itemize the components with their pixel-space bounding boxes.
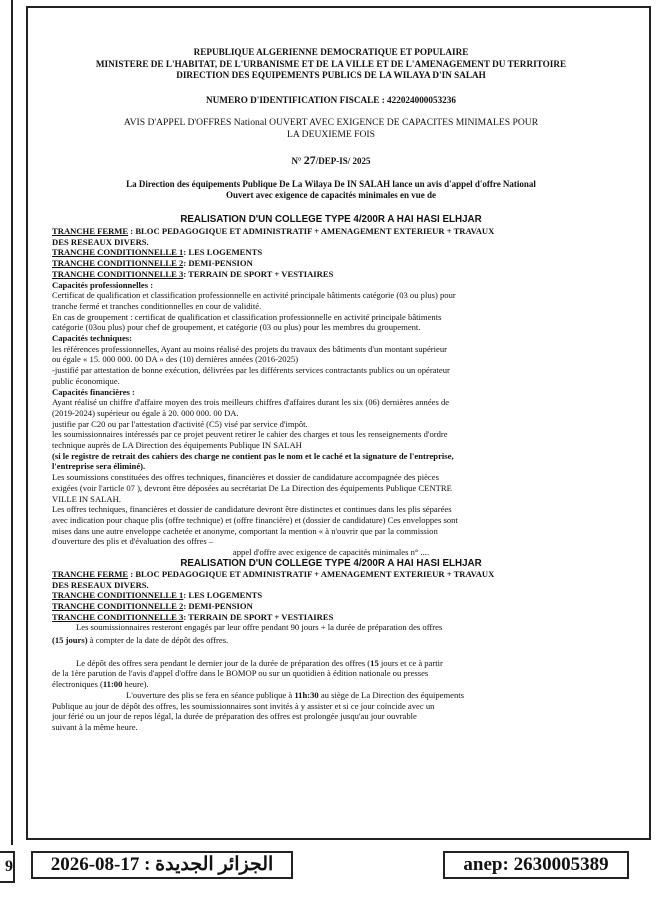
tranche-cond3-label: TRANCHE CONDITIONNELLE 3 — [52, 611, 184, 622]
tranche-cond2-label: TRANCHE CONDITIONNELLE 2 — [52, 600, 184, 611]
engagement-text: à compter de la date de dépôt des offres. — [87, 635, 229, 646]
anep-reference-box — [443, 851, 629, 879]
body-line: En cas de groupement : certificat de qualification et classification professionnelle en activité principale bâtiments — [52, 311, 442, 322]
tranche-ferme-label: TRANCHE FERME — [52, 568, 129, 579]
body-line: justifie par C20 ou par l'attestation d'activité (C5) visé par service d'impôt. — [52, 418, 308, 429]
opening-line — [52, 690, 610, 701]
deposit-text-end: jours et ce à partir — [378, 657, 443, 668]
notice-title-line1: AVIS D'APPEL D'OFFRES National OUVERT AVEC EXIGENCE DE CAPACITES MINIMALES POUR — [123, 117, 539, 128]
deposit-days: 15 — [370, 657, 379, 668]
tranche-cond1-text: : LES LOGEMENTS — [183, 590, 263, 601]
body-line: Les soumissions constituées des offres techniques, financières et dossier de candidature accompagnée des pièces — [52, 472, 439, 483]
tranche-ferme-text2: DES RESEAUX DIVERS. — [52, 236, 149, 247]
body-line: catégorie (03ou plus) pour chef de groupement, et catégorie (03 ou plus) pour les membres du groupement. — [52, 322, 421, 333]
fiscal-id: NUMERO D'IDENTIFICATION FISCALE : 422024000053236 — [206, 94, 456, 105]
header-republic: REPUBLIQUE ALGERIENNE DEMOCRATIQUE ET POPULAIRE — [193, 47, 469, 57]
engagement-line-2 — [52, 635, 610, 646]
tranches-block-1 — [52, 226, 610, 280]
body-line: les références professionnelles, Ayant au moins réalisé des projets du travaux des bâtiments d'un montant supérieur — [52, 343, 448, 354]
tranche-cond3-text: : TERRAIN DE SPORT + VESTIAIRES — [183, 611, 334, 622]
tranche-ferme-text: : BLOC PEDAGOGIQUE ET ADMINISTRATIF + AMENAGEMENT EXTERIEUR + TRAVAUX — [128, 226, 495, 236]
body-line: mises dans une autre enveloppe cachetée et anonyme, comportant la mention « à n'ouvrir que par la commission — [52, 525, 438, 536]
warning-line: (si le registre de retrait des cahiers des charge ne contient pas le nom et le caché et la signature de l'entreprise, — [52, 450, 454, 461]
body-line: exigées (voir l'article 07 ), devront être déposées au secrétariat De La Direction des équipements Publique CENTRE — [52, 482, 452, 493]
envelope-mention: appel d'offre avec exigence de capacités minimales n° .... — [232, 547, 430, 558]
body-line: ou égale « 15. 000 000. 00 DA » des (10) dernières années (2016-2025) — [52, 354, 299, 365]
opening-line-3: jour férié ou un jour de repos légal, la durée de préparation des offres est prolongée jusqu'au jour ouvrable — [52, 711, 417, 722]
body-line: les soumissionnaires intéressés par ce projet peuvent retirer le cahier des charges et tous les renseignements d'ordre — [52, 429, 448, 440]
engagement-duration: (15 jours) — [52, 635, 88, 646]
tranche-cond3-text: : TERRAIN DE SPORT + VESTIAIRES — [183, 268, 334, 279]
tranche-cond3-label: TRANCHE CONDITIONNELLE 3 — [52, 268, 184, 279]
requirements-body — [52, 280, 610, 558]
capacites-tech-heading: Capacités techniques: — [52, 333, 132, 344]
engagement-line: Les soumissionnaires resteront engagés par leur offre pendant 90 jours + la durée de préparation des offres — [76, 622, 443, 633]
deposit-line-2: de la 1ère parution de l'avis d'appel d'offre dans le BOMOP ou sur un quotidien à édition nationale ou presses — [52, 668, 429, 679]
intro-line2: Ouvert avec exigence de capacités minimales en vue de — [226, 190, 436, 200]
tranche-ferme-text: : BLOC PEDAGOGIQUE ET ADMINISTRATIF + AMENAGEMENT EXTERIEUR + TRAVAUX — [128, 568, 495, 579]
left-page-fragment: 9 — [0, 851, 15, 883]
closing-block — [52, 622, 610, 732]
tranche-cond1-label: TRANCHE CONDITIONNELLE 1 — [52, 590, 184, 601]
notice-content — [52, 47, 610, 733]
deposit-time: 11:00 — [102, 679, 123, 690]
deposit-electro: électroniques ( — [52, 679, 103, 690]
body-line: Ayant réalisé un chiffre d'affaire moyen des trois meilleurs chiffres d'affaires durant les six (06) dernières années de — [52, 397, 450, 408]
tranche-ferme-text2: DES RESEAUX DIVERS. — [52, 579, 149, 590]
intro-line1: La Direction des équipements Publique De La Wilaya De IN SALAH lance un avis d'appel d'offre National — [126, 179, 536, 189]
tranche-cond2-text: : DEMI-PENSION — [183, 600, 253, 611]
anep-reference: anep: 2630005389 — [463, 854, 609, 875]
body-line: -justifié par attestation de bonne exécution, délivrées par les différents services contractants publics ou un opérateur — [52, 365, 450, 376]
project-title-1: REALISATION D'UN COLLEGE TYPE 4/200R A HAI HASI ELHJAR — [180, 214, 482, 225]
left-column-edge — [0, 0, 13, 845]
tranche-cond1-text: : LES LOGEMENTS — [183, 247, 263, 258]
body-line: VILLE IN SALAH. — [52, 493, 121, 504]
tranche-cond1-label: TRANCHE CONDITIONNELLE 1 — [52, 247, 184, 258]
body-line: (2019-2024) supérieur ou égale à 20. 000 000. 00 DA. — [52, 407, 239, 418]
body-line: Les offres techniques, financières et dossier de candidature devront être distinctes et continues dans les plis séparées — [52, 504, 452, 515]
body-line: public économique. — [52, 375, 120, 386]
opening-text-end: au siège de La Direction des équipements — [318, 689, 465, 700]
capacites-fin-heading: Capacités financières : — [52, 386, 135, 397]
tranche-cond2-text: : DEMI-PENSION — [183, 258, 253, 269]
tranche-cond2-label: TRANCHE CONDITIONNELLE 2 — [52, 258, 184, 269]
opening-line-4: suivant à la même heure. — [52, 721, 138, 732]
opening-time: 11h:30 — [294, 689, 319, 700]
deposit-text: Le dépôt des offres sera pendant le dernier jour de la durée de préparation des offres ( — [76, 657, 371, 668]
body-line: d'ouverture des plis et d'évaluation des offres – — [52, 536, 214, 547]
deposit-line — [52, 658, 610, 669]
tranche-ferme-label: TRANCHE FERME — [52, 226, 129, 236]
body-line: avec indication pour chaque plis (offre technique) et (offre financière) et (dossier de candidature) Ces enveloppes sont — [52, 514, 458, 525]
deposit-hour: heure). — [122, 679, 149, 690]
body-line: Certificat de qualification et classification professionnelle en activité principale bâtiments catégorie (03 ou plus) pour — [52, 290, 456, 301]
opening-line-2: Publique au jour de dépôt des offres, les soumissionnaires sont invités à y assister et si ce jour coïncide avec un — [52, 700, 435, 711]
newspaper-date: الجزائر الجديدة : 17-08-2026 — [50, 854, 274, 875]
deposit-line-3 — [52, 679, 610, 690]
capacites-pro-heading: Capacités professionnelles : — [52, 279, 154, 290]
body-line: technique auprès de LA Direction des équipements Publique IN SALAH — [52, 440, 302, 451]
notice-number-prefix: N° — [291, 156, 302, 166]
notice-number — [52, 153, 610, 168]
opening-text: L'ouverture des plis se fera en séance publique à — [126, 689, 295, 700]
notice-title-line2: LA DEUXIEME FOIS — [287, 129, 375, 140]
body-line: tranche fermé et tranches conditionnelles en cour de validité. — [52, 300, 262, 311]
warning-line: l'entreprise sera éliminé). — [52, 461, 146, 472]
header-direction: DIRECTION DES EQUIPEMENTS PUBLICS DE LA WILAYA D'IN SALAH — [176, 70, 486, 80]
tranches-block-2 — [52, 569, 610, 623]
notice-number-value: 27 — [303, 153, 316, 167]
project-title-2: REALISATION D'UN COLLEGE TYPE 4/200R A HAI HASI ELHJAR — [180, 557, 482, 569]
header-ministry: MINISTERE DE L'HABITAT, DE L'URBANISME ET DE LA VILLE ET DE L'AMENAGEMENT DU TERRITOIRE — [95, 58, 567, 69]
newspaper-date-box — [31, 851, 293, 879]
notice-number-suffix: /DEP-IS/ 2025 — [315, 156, 371, 166]
